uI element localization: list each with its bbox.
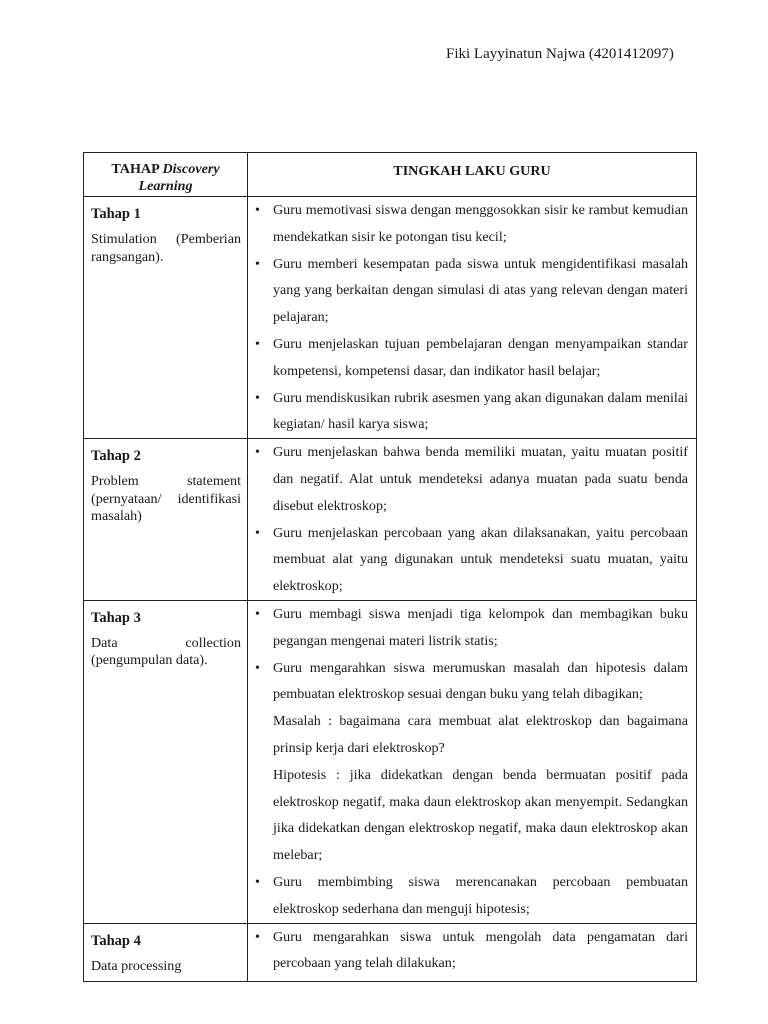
table-row <box>84 439 697 601</box>
stage-title: Tahap 3 <box>91 609 141 626</box>
list-item-text: Guru menjelaskan tujuan pembelajaran dengan menyampaikan standar kompetensi, kompetensi dasar, dan indikator hasil belajar; <box>273 335 688 379</box>
list-item <box>248 601 688 655</box>
stage-description: Problem statement (pernyataan/ identifikasi masalah) <box>91 473 241 525</box>
bullet-icon: • <box>255 335 260 352</box>
header-stage-label: TAHAP <box>111 161 159 177</box>
stage-description: Data collection (pengumpulan data). <box>91 634 241 669</box>
problem-statement-note: Masalah : bagaimana cara membuat alat elektroskop dan bagaimana prinsip kerja dari elektroskop? <box>273 713 688 756</box>
stage-title: Tahap 2 <box>91 448 141 465</box>
stage-cell <box>84 923 248 982</box>
stage-title: Tahap 4 <box>91 932 141 949</box>
list-item <box>248 331 688 385</box>
list-item-text: Guru memotivasi siswa dengan menggosokkan sisir ke rambut kemudian mendekatkan sisir ke potongan tisu kecil; <box>273 202 688 245</box>
stage-description: Data processing <box>91 957 182 974</box>
list-item <box>248 869 688 923</box>
table-row <box>84 600 697 923</box>
bullet-icon: • <box>255 202 260 218</box>
table-header-row <box>84 153 697 197</box>
stage-title: Tahap 1 <box>91 206 141 222</box>
list-item <box>248 520 688 600</box>
bullet-icon: • <box>255 255 260 272</box>
behavior-cell <box>248 197 697 439</box>
list-item-text: Guru mengarahkan siswa untuk mengolah data pengamatan dari percobaan yang telah dilakukan; <box>273 928 688 972</box>
list-item <box>248 924 688 978</box>
list-item-text: Guru mendiskusikan rubrik asesmen yang akan digunakan dalam menilai kegiatan/ hasil karya siswa; <box>273 389 688 433</box>
behavior-cell <box>248 439 697 601</box>
header-stage-italic: Discovery Learning <box>138 161 220 194</box>
list-item-text: Guru menjelaskan percobaan yang akan dilaksanakan, yaitu percobaan membuat alat yang digunakan untuk mendeteksi suatu muatan, yaitu elektroskop; <box>273 524 688 595</box>
list-item-text: Guru menjelaskan bahwa benda memiliki muatan, yaitu muatan positif dan negatif. Alat untuk mendeteksi adanya muatan pada suatu benda disebut elektroskop; <box>273 444 688 514</box>
discovery-learning-table <box>83 152 697 982</box>
list-item <box>248 385 688 439</box>
bullet-icon: • <box>255 659 260 676</box>
hypothesis-note: Hipotesis : jika didekatkan dengan benda bermuatan positif pada elektroskop negatif, maka daun elektroskop akan menyempit. Sedangkan jika didekatkan dengan elektroskop negatif, maka daun elektroskop akan melebar; <box>273 766 688 864</box>
list-item <box>248 439 688 519</box>
list-item <box>248 655 688 709</box>
list-item-text: Guru memberi kesempatan pada siswa untuk mengidentifikasi masalah yang yang berkaitan dengan simulasi di atas yang relevan dengan materi pelajaran; <box>273 255 688 326</box>
list-item-text: Guru membimbing siswa merencanakan percobaan pembuatan elektroskop sederhana dan menguji hipotesis; <box>273 873 688 917</box>
bullet-icon: • <box>255 524 260 541</box>
stage-cell <box>84 600 248 923</box>
behavior-cell <box>248 600 697 923</box>
bullet-icon: • <box>255 389 260 406</box>
author-line: Fiki Layyinatun Najwa (4201412097) <box>446 46 674 62</box>
behavior-cell <box>248 923 697 982</box>
list-item-text: Guru mengarahkan siswa merumuskan masalah dan hipotesis dalam pembuatan elektroskop sesuai dengan buku yang telah dibagikan; <box>273 659 688 703</box>
table-row <box>84 923 697 982</box>
bullet-icon: • <box>255 605 260 622</box>
stage-description: Stimulation (Pemberian rangsangan). <box>91 231 241 265</box>
stage-cell <box>84 197 248 439</box>
list-item <box>248 197 688 251</box>
list-item-text: Guru membagi siswa menjadi tiga kelompok dan membagikan buku pegangan mengenai materi listrik statis; <box>273 605 688 649</box>
header-behavior-cell: TINGKAH LAKU GURU <box>248 153 697 197</box>
bullet-icon: • <box>255 444 260 461</box>
header-stage-cell <box>84 153 248 197</box>
stage-cell <box>84 439 248 601</box>
list-item <box>248 251 688 331</box>
table-row <box>84 197 697 439</box>
bullet-icon: • <box>255 928 260 945</box>
bullet-icon: • <box>255 873 260 890</box>
